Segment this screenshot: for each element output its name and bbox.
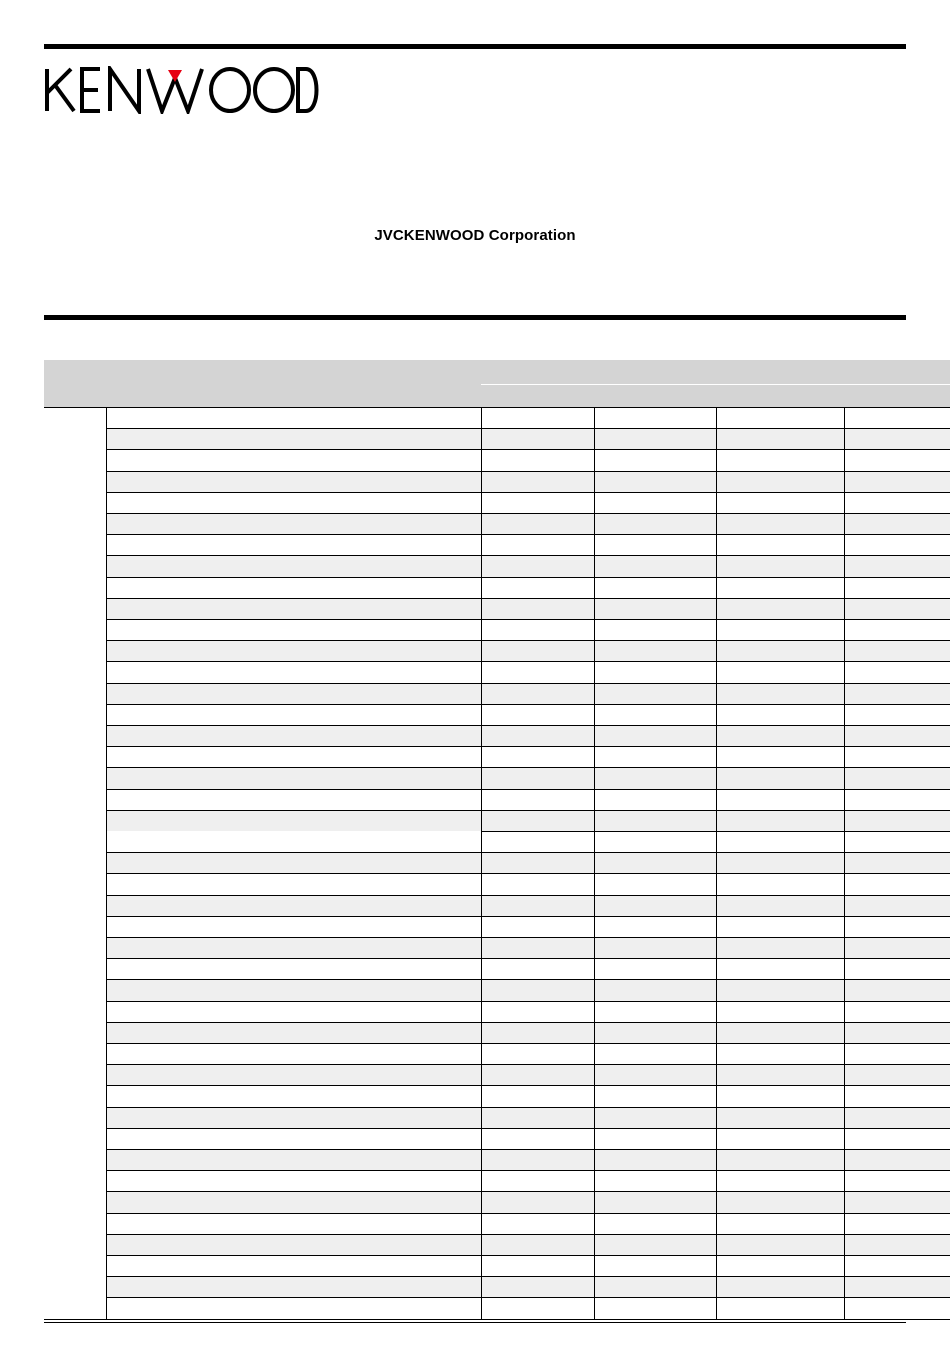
row-divider: [106, 1191, 950, 1192]
table-row: [106, 1191, 950, 1212]
row-divider: [106, 895, 950, 896]
table-row: [106, 640, 950, 661]
row-divider: [106, 640, 950, 641]
logo-accent-triangle: [168, 70, 182, 82]
row-divider: [106, 704, 950, 705]
spec-table: [44, 360, 950, 1323]
table-row: [106, 958, 950, 979]
row-divider: [106, 725, 950, 726]
table-row: [106, 1276, 950, 1297]
row-divider: [106, 1276, 950, 1277]
column-divider: [481, 407, 482, 1319]
row-divider: [106, 873, 950, 874]
header-sub-column-4: [844, 384, 950, 407]
header-sub-column-3: [716, 384, 844, 407]
row-divider: [106, 1107, 950, 1108]
row-divider: [106, 555, 950, 556]
row-divider: [106, 577, 950, 578]
table-row: [106, 1001, 950, 1022]
row-divider: [106, 449, 950, 450]
table-row: [106, 1234, 950, 1255]
row-divider: [106, 1297, 950, 1298]
row-divider: [106, 513, 950, 514]
table-row: [106, 428, 950, 449]
table-row: [106, 746, 950, 767]
table-row: [106, 1107, 950, 1128]
row-divider: [44, 1319, 950, 1320]
row-divider: [106, 979, 950, 980]
row-divider: [106, 619, 950, 620]
table-row: [106, 683, 950, 704]
header-group-column: [481, 360, 950, 384]
table-row: [106, 1255, 950, 1276]
row-divider: [106, 767, 950, 768]
header-no-column: [44, 360, 106, 407]
table-row: [106, 789, 950, 810]
table-row: [106, 810, 950, 831]
table-row: [106, 895, 950, 916]
table-row: [106, 1170, 950, 1191]
table-row: [106, 661, 950, 682]
table-row: [106, 577, 950, 598]
row-divider: [106, 661, 950, 662]
row-divider: [106, 492, 950, 493]
row-divider: [106, 1085, 950, 1086]
table-row: [106, 407, 950, 428]
table-row: [106, 1128, 950, 1149]
bottom-rule: [44, 1322, 906, 1323]
kenwood-logo: [44, 66, 322, 114]
row-divider: [106, 1043, 950, 1044]
row-divider: [106, 683, 950, 684]
table-row: [106, 1022, 950, 1043]
table-row: [106, 852, 950, 873]
table-row: [106, 916, 950, 937]
header-sub-column-1: [481, 384, 594, 407]
header-item-column: [106, 360, 481, 407]
row-divider: [44, 407, 950, 408]
table-row: [106, 831, 950, 852]
row-divider: [106, 1022, 950, 1023]
table-row: [106, 704, 950, 725]
table-row: [106, 555, 950, 576]
table-row: [106, 979, 950, 1000]
row-divider: [106, 746, 950, 747]
company-name: JVCKENWOOD Corporation: [374, 227, 576, 244]
table-row: [106, 1149, 950, 1170]
column-divider: [106, 407, 107, 1319]
table-row: [106, 767, 950, 788]
row-divider: [106, 916, 950, 917]
table-row: [106, 1085, 950, 1106]
table-row: [106, 619, 950, 640]
top-rule: [44, 44, 906, 49]
row-divider: [106, 1128, 950, 1129]
table-row: [106, 1213, 950, 1234]
table-row: [106, 513, 950, 534]
column-divider: [594, 407, 595, 1319]
column-divider: [844, 407, 845, 1319]
row-divider: [106, 428, 950, 429]
table-row: [106, 1297, 950, 1318]
row-divider: [106, 1255, 950, 1256]
row-divider: [106, 1149, 950, 1150]
row-divider: [106, 852, 950, 853]
table-row: [106, 534, 950, 555]
column-divider: [716, 407, 717, 1319]
table-row: [106, 492, 950, 513]
header-sub-column-2: [594, 384, 716, 407]
table-row: [106, 1064, 950, 1085]
row-divider: [106, 534, 950, 535]
table-row: [106, 1043, 950, 1064]
section-rule: [44, 315, 906, 320]
row-divider: [106, 1001, 950, 1002]
row-divider: [106, 1234, 950, 1235]
table-row: [106, 598, 950, 619]
row-divider: [106, 598, 950, 599]
row-divider: [106, 937, 950, 938]
table-row: [106, 471, 950, 492]
table-row: [106, 937, 950, 958]
row-divider: [106, 810, 950, 811]
row-divider: [106, 471, 950, 472]
row-divider: [106, 1170, 950, 1171]
table-row: [106, 725, 950, 746]
row-divider: [106, 1213, 950, 1214]
row-divider: [106, 789, 950, 790]
table-row: [106, 873, 950, 894]
table-row: [106, 449, 950, 470]
row-divider: [106, 958, 950, 959]
row-divider: [106, 1064, 950, 1065]
